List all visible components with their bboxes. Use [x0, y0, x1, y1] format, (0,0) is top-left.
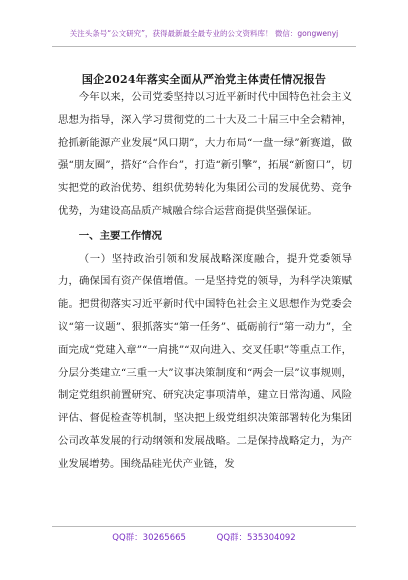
- intro-paragraph: 今年以来，公司党委坚持以习近平新时代中国特色社会主义思想为指导，深入学习贯彻党的二十大及二十届三中全会精神，抢抓新能源产业发展“风口期”，大力布局“一盘一绿”新赛道，做强“朋友圈”，搭好“合作台”，打造“新引擎”，拓展“新窗口”，切实把党的政治优势、组织优势转化为集团公司的发展优势、竞争优势，为建设高品质产城融合综合运营商提供坚强保证。: [58, 91, 352, 217]
- document-body: [58, 86, 352, 476]
- section-heading: 一、主要工作情况: [78, 229, 162, 242]
- section-paragraph: （一）坚持政治引领和发展战略深度融合，提升党委领导力，确保国有资产保值增值。一是坚持党的领导，为科学决策赋能。把贯彻落实习近平新时代中国特色社会主义思想作为党委会议“第一议题”、狠抓落实“第一任务”、砥砺前行“第一动力”，全面完成“党建入章”“一肩挑”“双向进入、交叉任职”等重点工作，分层分类建立“三重一大”议事决策制度和“两会一层”议事规则，制定党组织前置研究、研究决定事项清单，建立日常沟通、风险评估、督促检查等机制，坚决把上级党组织决策部署转化为集团公司改革发展的行动纲领和发展战略。二是保持战略定力，为产业发展增势。围绕晶硅光伏产业链，发: [58, 252, 352, 470]
- document-title: 国企2024年落实全面从严治党主体责任情况报告: [81, 73, 327, 86]
- footer-contacts: [0, 531, 408, 543]
- qq-group-1: QQ群：30265665: [112, 533, 186, 543]
- header-divider: [52, 46, 356, 47]
- qq-group-2: QQ群：535304092: [216, 533, 296, 543]
- header-note: 关注头条号“公文研究”，获得最新最全最专业的公文资料库！ 微信：gongwenyj: [69, 29, 339, 38]
- footer-divider: [52, 526, 356, 527]
